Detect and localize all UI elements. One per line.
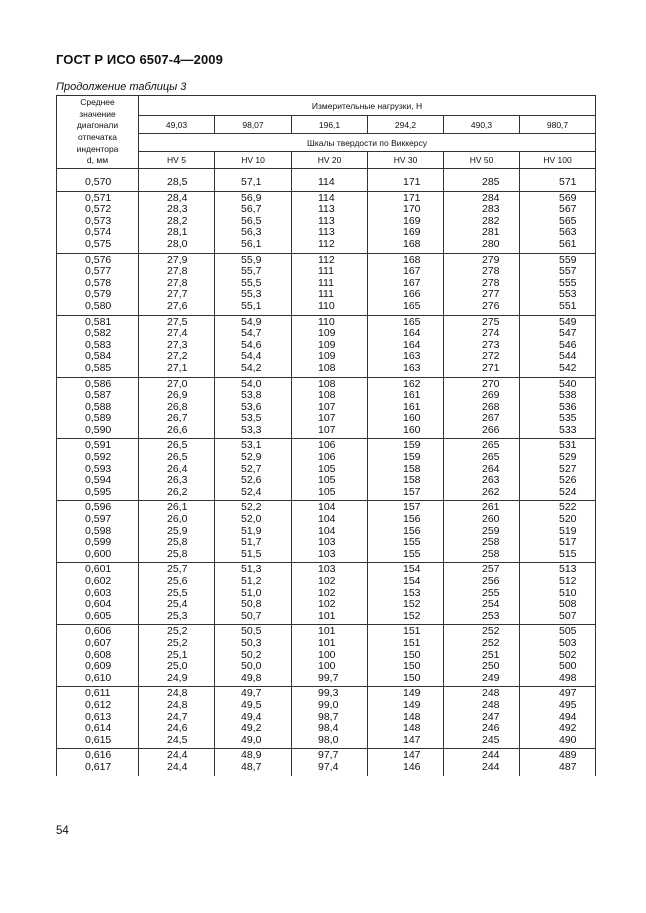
hardness-cell: 24,8 24,8 24,7 24,6 24,5 <box>139 687 215 749</box>
hardness-cell: 540 538 536 535 533 <box>520 377 596 439</box>
table-row-group <box>57 501 596 563</box>
table-caption: Продолжение таблицы 3 <box>56 81 187 93</box>
hardness-cell: 505 503 502 500 498 <box>520 625 596 687</box>
hardness-cell: 275 274 273 272 271 <box>444 315 520 377</box>
hardness-cell: 26,1 26,0 25,9 25,8 25,8 <box>139 501 215 563</box>
hardness-cell: 261 260 259 258 258 <box>444 501 520 563</box>
hardness-cell: 265 265 264 263 262 <box>444 439 520 501</box>
table-head <box>57 96 596 169</box>
diagonal-cell: 0,596 0,597 0,598 0,599 0,600 <box>57 501 139 563</box>
hardness-cell: 147 146 <box>368 749 444 776</box>
diagonal-cell: 0,611 0,612 0,613 0,614 0,615 <box>57 687 139 749</box>
scale-value: HV 30 <box>368 152 444 169</box>
hardness-cell: 257 256 255 254 253 <box>444 563 520 625</box>
hardness-cell: 27,9 27,8 27,8 27,7 27,6 <box>139 253 215 315</box>
load-value: 490,3 <box>444 116 520 134</box>
hardness-cell: 106 106 105 105 105 <box>292 439 368 501</box>
diagonal-cell: 0,586 0,587 0,588 0,589 0,590 <box>57 377 139 439</box>
hardness-cell: 104 104 104 103 103 <box>292 501 368 563</box>
table-row-group <box>57 687 596 749</box>
hardness-cell: 489 487 <box>520 749 596 776</box>
spacer-cell <box>292 169 368 177</box>
hardness-cell: 151 151 150 150 150 <box>368 625 444 687</box>
hardness-cell: 114 <box>292 176 368 191</box>
hardness-cell: 24,4 24,4 <box>139 749 215 776</box>
hardness-cell: 55,9 55,7 55,5 55,3 55,1 <box>215 253 292 315</box>
hardness-cell: 171 170 169 169 168 <box>368 191 444 253</box>
hardness-cell: 103 102 102 102 101 <box>292 563 368 625</box>
table-row-group <box>57 176 596 191</box>
table-row-group <box>57 439 596 501</box>
hardness-cell: 28,4 28,3 28,2 28,1 28,0 <box>139 191 215 253</box>
hardness-cell: 49,7 49,5 49,4 49,2 49,0 <box>215 687 292 749</box>
diagonal-column-header: Среднее значение диагонали отпечатка индентора d, мм <box>57 96 139 169</box>
diagonal-cell: 0,606 0,607 0,608 0,609 0,610 <box>57 625 139 687</box>
hardness-cell: 285 <box>444 176 520 191</box>
hardness-cell: 149 149 148 148 147 <box>368 687 444 749</box>
diagonal-cell: 0,576 0,577 0,578 0,579 0,580 <box>57 253 139 315</box>
table-row-group <box>57 749 596 776</box>
spacer-cell <box>215 169 292 177</box>
spacer-cell <box>368 169 444 177</box>
diagonal-cell: 0,581 0,582 0,583 0,584 0,585 <box>57 315 139 377</box>
hardness-cell: 559 557 555 553 551 <box>520 253 596 315</box>
hardness-cell: 114 113 113 113 112 <box>292 191 368 253</box>
hardness-cell: 110 109 109 109 108 <box>292 315 368 377</box>
diagonal-cell: 0,601 0,602 0,603 0,604 0,605 <box>57 563 139 625</box>
spacer-cell <box>444 169 520 177</box>
diagonal-cell: 0,616 0,617 <box>57 749 139 776</box>
hardness-cell: 497 495 494 492 490 <box>520 687 596 749</box>
hardness-cell: 112 111 111 111 110 <box>292 253 368 315</box>
spacer-cell <box>57 169 139 177</box>
hardness-cell: 522 520 519 517 515 <box>520 501 596 563</box>
load-value: 196,1 <box>292 116 368 134</box>
load-value: 49,03 <box>139 116 215 134</box>
hardness-table <box>56 95 596 776</box>
scale-value: HV 100 <box>520 152 596 169</box>
hardness-cell: 48,9 48,7 <box>215 749 292 776</box>
table-row-group <box>57 625 596 687</box>
hardness-cell: 171 <box>368 176 444 191</box>
diagonal-cell: 0,591 0,592 0,593 0,594 0,595 <box>57 439 139 501</box>
scale-value: HV 20 <box>292 152 368 169</box>
hardness-cell: 25,2 25,2 25,1 25,0 24,9 <box>139 625 215 687</box>
load-value: 98,07 <box>215 116 292 134</box>
page-number: 54 <box>56 825 69 837</box>
load-value: 294,2 <box>368 116 444 134</box>
hardness-cell: 50,5 50,3 50,2 50,0 49,8 <box>215 625 292 687</box>
hardness-cell: 27,0 26,9 26,8 26,7 26,6 <box>139 377 215 439</box>
hardness-cell: 279 278 278 277 276 <box>444 253 520 315</box>
hardness-cell: 27,5 27,4 27,3 27,2 27,1 <box>139 315 215 377</box>
hardness-cell: 569 567 565 563 561 <box>520 191 596 253</box>
hardness-cell: 57,1 <box>215 176 292 191</box>
document-header: ГОСТ Р ИСО 6507-4—2009 <box>56 52 223 67</box>
load-header: Измерительные нагрузки, Н <box>139 96 596 116</box>
table-row-group <box>57 191 596 253</box>
hardness-cell: 51,3 51,2 51,0 50,8 50,7 <box>215 563 292 625</box>
hardness-cell: 101 101 100 100 99,7 <box>292 625 368 687</box>
hardness-cell: 549 547 546 544 542 <box>520 315 596 377</box>
scale-header: Шкалы твердости по Виккерсу <box>139 134 596 152</box>
hardness-cell: 168 167 167 166 165 <box>368 253 444 315</box>
hardness-cell: 52,2 52,0 51,9 51,7 51,5 <box>215 501 292 563</box>
hardness-cell: 54,0 53,8 53,6 53,5 53,3 <box>215 377 292 439</box>
hardness-cell: 56,9 56,7 56,5 56,3 56,1 <box>215 191 292 253</box>
spacer-cell <box>520 169 596 177</box>
spacer-cell <box>139 169 215 177</box>
hardness-cell: 244 244 <box>444 749 520 776</box>
diagonal-cell: 0,570 <box>57 176 139 191</box>
table-row-group <box>57 563 596 625</box>
scale-value: HV 5 <box>139 152 215 169</box>
table-row-group <box>57 315 596 377</box>
table-body <box>57 169 596 776</box>
load-value: 980,7 <box>520 116 596 134</box>
hardness-cell: 99,3 99,0 98,7 98,4 98,0 <box>292 687 368 749</box>
spacer-row <box>57 169 596 177</box>
hardness-cell: 162 161 161 160 160 <box>368 377 444 439</box>
diagonal-cell: 0,571 0,572 0,573 0,574 0,575 <box>57 191 139 253</box>
hardness-cell: 53,1 52,9 52,7 52,6 52,4 <box>215 439 292 501</box>
hardness-cell: 248 248 247 246 245 <box>444 687 520 749</box>
hardness-cell: 531 529 527 526 524 <box>520 439 596 501</box>
hardness-cell: 154 154 153 152 152 <box>368 563 444 625</box>
hardness-cell: 54,9 54,7 54,6 54,4 54,2 <box>215 315 292 377</box>
hardness-cell: 571 <box>520 176 596 191</box>
hardness-cell: 159 159 158 158 157 <box>368 439 444 501</box>
hardness-cell: 26,5 26,5 26,4 26,3 26,2 <box>139 439 215 501</box>
hardness-cell: 157 156 156 155 155 <box>368 501 444 563</box>
hardness-cell: 252 252 251 250 249 <box>444 625 520 687</box>
scale-value: HV 10 <box>215 152 292 169</box>
hardness-cell: 25,7 25,6 25,5 25,4 25,3 <box>139 563 215 625</box>
hardness-cell: 284 283 282 281 280 <box>444 191 520 253</box>
hardness-cell: 108 108 107 107 107 <box>292 377 368 439</box>
table-row-group <box>57 377 596 439</box>
hardness-cell: 270 269 268 267 266 <box>444 377 520 439</box>
hardness-cell: 165 164 164 163 163 <box>368 315 444 377</box>
table-row-group <box>57 253 596 315</box>
hardness-cell: 513 512 510 508 507 <box>520 563 596 625</box>
hardness-cell: 28,5 <box>139 176 215 191</box>
hardness-cell: 97,7 97,4 <box>292 749 368 776</box>
scale-value: HV 50 <box>444 152 520 169</box>
